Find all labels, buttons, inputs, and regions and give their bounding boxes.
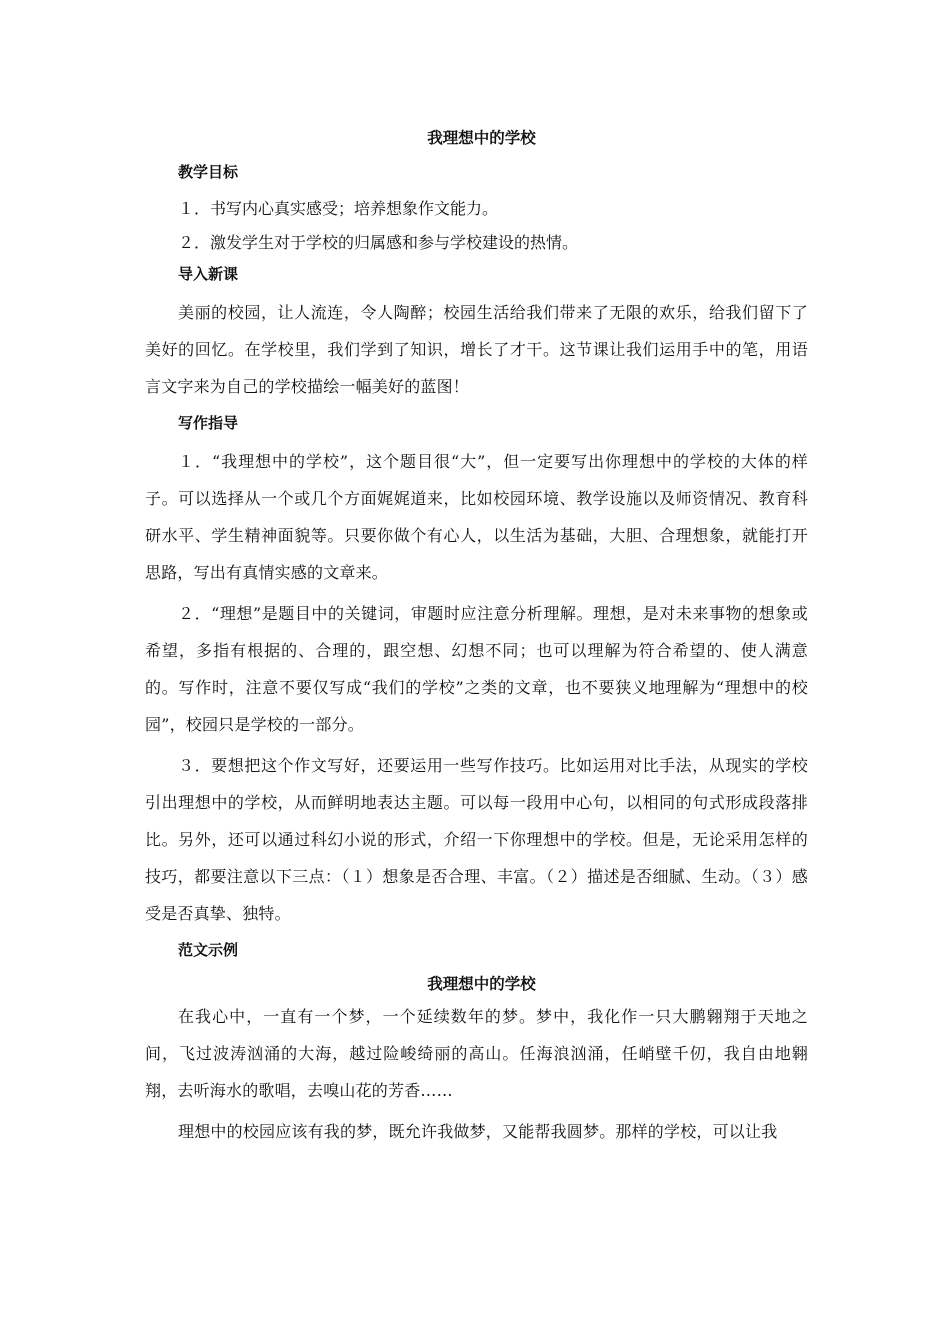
guide-point: ２．“理想”是题目中的关键词，审题时应注意分析理解。理想，是对未来事物的想象或希望，多指有根据的、合理的，跟空想、幻想不同；也可以理解为符合希望的、使人满意的。写作时，注意不要仅写成“我们的学校”之类的文章，也不要狭义地理解为“理想中的校园”，校园只是学校的一部分。	[145, 604, 808, 734]
sample-essay-title: 我理想中的学校	[427, 975, 536, 993]
page-title: 我理想中的学校	[427, 129, 536, 147]
section-heading-guide: 写作指导	[178, 414, 239, 432]
goal-item: ２．激发学生对于学校的归属感和参与学校建设的热情。	[178, 233, 579, 252]
section-heading-goals: 教学目标	[178, 163, 239, 181]
guide-point: １．“我理想中的学校”，这个题目很“大”，但一定要写出你理想中的学校的大体的样子。可以选择从一个或几个方面娓娓道来，比如校园环境、教学设施以及师资情况、教育科研水平、学生精神面貌等。只要你做个有心人，以生活为基础，大胆、合理想象，就能打开思路，写出有真情实感的文章来。	[145, 452, 808, 582]
document-content	[145, 124, 808, 1154]
section-heading-intro: 导入新课	[178, 265, 239, 283]
sample-paragraph: 在我心中，一直有一个梦，一个延续数年的梦。梦中，我化作一只大鹏翱翔于天地之间，飞过波涛汹涌的大海，越过险峻绮丽的高山。任海浪汹涌，任峭壁千仞，我自由地翱翔，去听海水的歌唱，去嗅山花的芳香……	[145, 1007, 808, 1100]
goal-item: １．书写内心真实感受；培养想象作文能力。	[178, 199, 499, 218]
intro-paragraph: 美丽的校园，让人流连，令人陶醉；校园生活给我们带来了无限的欢乐，给我们留下了美好的回忆。在学校里，我们学到了知识，增长了才干。这节课让我们运用手中的笔，用语言文字来为自己的学校描绘一幅美好的蓝图！	[145, 303, 808, 396]
sample-paragraph: 理想中的校园应该有我的梦，既允许我做梦，又能帮我圆梦。那样的学校，可以让我	[178, 1122, 778, 1141]
section-heading-sample: 范文示例	[178, 941, 239, 959]
guide-point: ３．要想把这个作文写好，还要运用一些写作技巧。比如运用对比手法，从现实的学校引出理想中的学校，从而鲜明地表达主题。可以每一段用中心句，以相同的句式形成段落排比。另外，还可以通过科幻小说的形式，介绍一下你理想中的学校。但是，无论采用怎样的技巧，都要注意以下三点：（１）想象是否合理、丰富。（２）描述是否细腻、生动。（３）感受是否真挚、独特。	[145, 756, 808, 923]
